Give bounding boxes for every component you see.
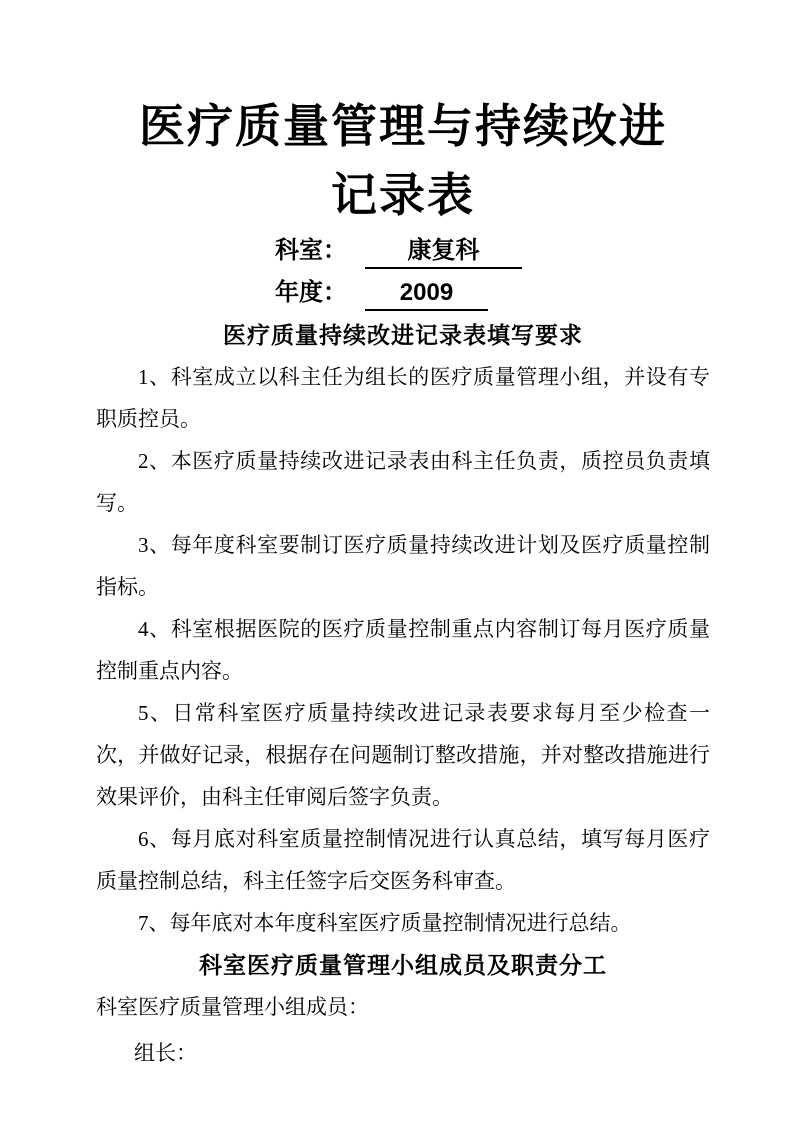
year-value: 2009: [365, 277, 488, 311]
page-title: [96, 92, 710, 230]
year-field: [275, 272, 710, 314]
team-heading: 科室医疗质量管理小组成员及职责分工: [199, 952, 607, 978]
requirement-item-7: 7、每年底对本年度科室医疗质量控制情况进行总结。: [138, 911, 632, 935]
department-label: 科室：: [275, 237, 347, 264]
requirements-heading: 医疗质量持续改进记录表填写要求: [223, 322, 583, 348]
team-members-line: 科室医疗质量管理小组成员：: [96, 995, 369, 1019]
requirement-item-3: 3、每年度科室要制订医疗质量持续改进计划及医疗质量控制指标。: [96, 533, 710, 599]
page-title-line-2: 记录表: [331, 169, 475, 221]
requirement-item-1: 1、科室成立以科主任为组长的医疗质量管理小组，并设有专职质控员。: [96, 365, 710, 431]
department-field: [275, 230, 710, 272]
requirement-item-2: 2、本医疗质量持续改进记录表由科主任负责，质控员负责填写。: [96, 449, 710, 515]
department-value: 康复科: [365, 235, 522, 269]
year-label: 年度：: [275, 279, 347, 306]
team-leader-line: 组长：: [134, 1041, 197, 1065]
requirement-item-6: 6、每月底对科室质量控制情况进行认真总结，填写每月医疗质量控制总结，科主任签字后交医务科审查。: [96, 827, 710, 893]
requirement-item-4: 4、科室根据医院的医疗质量控制重点内容制订每月医疗质量控制重点内容。: [96, 617, 710, 683]
requirement-item-5: 5、日常科室医疗质量持续改进记录表要求每月至少检查一次，并做好记录，根据存在问题制订整改措施，并对整改措施进行效果评价，由科主任审阅后签字负责。: [96, 701, 710, 809]
page-title-line-1: 医疗质量管理与持续改进: [139, 100, 667, 152]
